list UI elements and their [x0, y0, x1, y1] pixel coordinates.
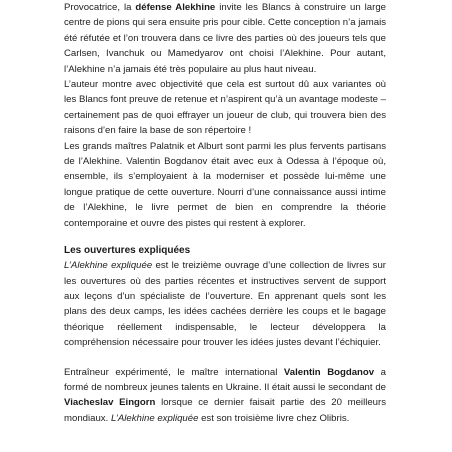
author-bio-paragraph [64, 365, 386, 427]
player-name: Viacheslav Eingorn [64, 397, 156, 409]
opening-name: défense Alekhine [135, 2, 216, 13]
book-title: L’Alekhine expliquée [110, 412, 199, 424]
author-name: Valentin Bogdanov [283, 366, 375, 378]
section-heading: Les ouvertures expliquées [64, 245, 191, 257]
text-run: est son troisième livre chez Olibris. [198, 412, 350, 424]
grandmasters-paragraph: Les grands maîtres Palatnik et Alburt sont parmi les plus fervents partisans de l’Alekhine. Valentin Bogdanov était avec eux à Odessa à l’époque où, ensemble, ils s’employaient à la moderniser et possède lui-même une longue pratique de cette ouverture. Nourri d’une connaissance aussi intime de l’Alekhine, le livre permet de bien en comprendre la théorie contemporaine et ouvre des pistes qui restent à explorer. [64, 140, 386, 229]
text-run: invite les Blancs à construire un large centre de pions qui sera ensuite pris pour cible. Cette conception n’a jamais été réfutée et l’on trouvera dans ce livre des parties où des joueurs tels que Carlsen, Ivanchuk ou Mamedyarov ont choisi l’Alekhine. Pour autant, l’Alekhine n’a jamais été très populaire au plus haut niveau. [64, 2, 387, 75]
text-run: Provocatrice, la [64, 2, 136, 13]
intro-paragraph [64, 0, 386, 77]
text-run: est le treizième ouvrage d’une collection de livres sur les ouvertures où des parties récentes et instructives servent de support aux leçons d’un spécialiste de l’ouverture. En apprenant quels sont les plans des deux camps, les idées cachées derrière les coups et le bagage théorique réellement indispensable, le lecteur développera la compréhension nécessaire pour trouver les idées justes devant l’échiquier. [64, 260, 387, 349]
text-run: a formé de nombreux jeunes talents en Ukraine. Il était aussi le secondant de [64, 366, 386, 393]
collection-paragraph [64, 258, 386, 350]
text-run: lorsque ce dernier faisait partie des 20 meilleurs mondiaux. [64, 397, 386, 424]
text-run: Entraîneur expérimenté, le maître international [64, 366, 284, 378]
book-title: L’Alekhine expliquée [64, 260, 153, 272]
author-paragraph: L’auteur montre avec objectivité que cela est surtout dû aux variantes où les Blancs font preuve de retenue et n’aspirent qu’à un avantage modeste – certainement pas de quoi effrayer un joueur de club, qui trouvera bien des raisons d’en faire la base de son répertoire ! [64, 79, 386, 137]
back-cover-text [64, 0, 386, 426]
